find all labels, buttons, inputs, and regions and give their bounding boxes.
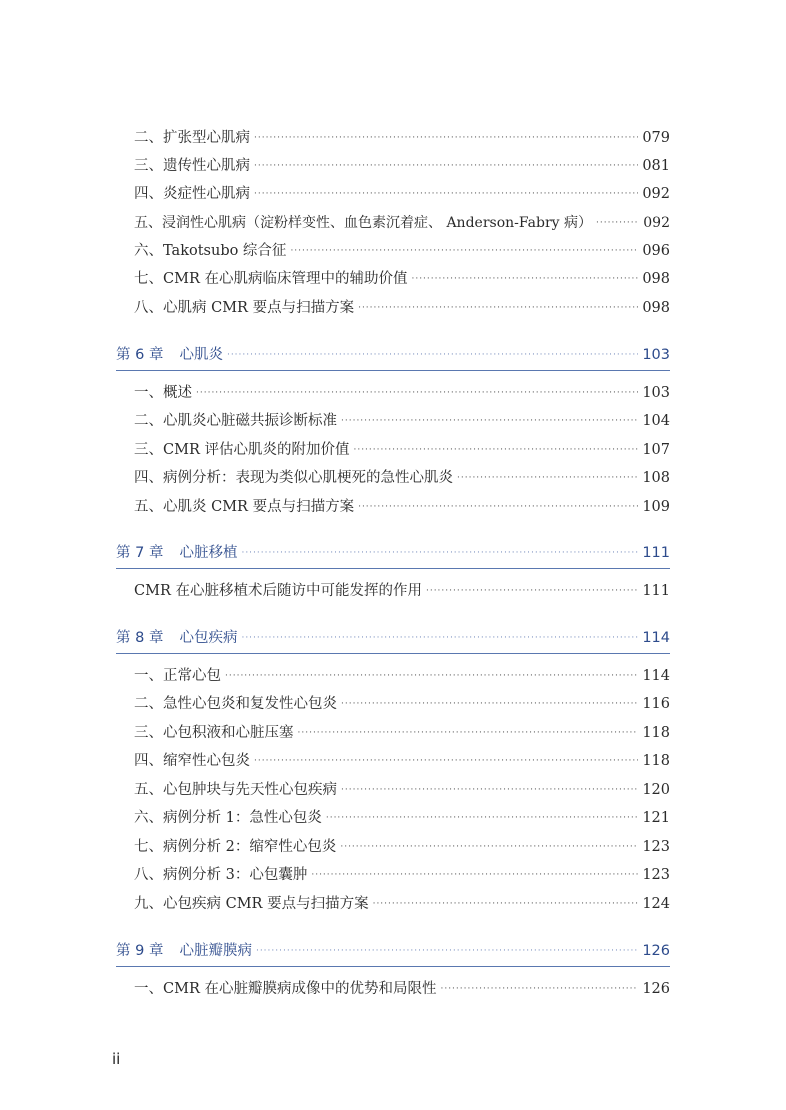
toc-entry[interactable] [134,409,670,433]
toc-entry[interactable] [134,495,670,519]
page-folio: ii [112,1050,121,1068]
toc-entry[interactable] [134,267,670,291]
toc-entry-title: 二、扩张型心肌病 [134,130,250,146]
chapter-page: 126 [642,943,670,959]
leader-dots [341,785,638,795]
toc-entry-page: 123 [642,839,670,855]
leader-dots [457,473,638,483]
toc-entry[interactable] [134,438,670,462]
leader-dots [254,756,638,766]
toc-entry[interactable] [134,892,670,916]
leader-dots [373,899,639,909]
leader-dots [241,633,638,643]
leader-dots [227,350,638,360]
toc-entry[interactable] [134,664,670,688]
toc-entry-page: 109 [642,499,670,515]
toc-entry-title: 七、CMR 在心肌病临床管理中的辅助价值 [134,271,408,287]
toc-entry[interactable] [134,579,670,603]
toc-entry-page: 114 [642,668,670,684]
toc-entry-page: 126 [642,981,670,997]
toc-entry-page: 118 [642,753,670,769]
leader-dots [256,946,638,956]
toc-entry-title: 三、心包积液和心脏压塞 [134,725,294,741]
toc-entry-page: 096 [642,243,670,259]
toc-entry-page: 123 [642,867,670,883]
toc-chapter[interactable] [116,626,670,650]
leader-dots [298,728,639,738]
chapter-page: 111 [642,545,670,561]
leader-dots [596,218,639,228]
toc-entry[interactable] [134,778,670,802]
toc-chapter[interactable] [116,343,670,367]
toc-entry[interactable] [134,835,670,859]
toc-entry-page: 107 [642,442,670,458]
toc-entry-title: 九、心包疾病 CMR 要点与扫描方案 [134,896,369,912]
chapter-page: 114 [642,630,670,646]
toc-entry[interactable] [134,692,670,716]
toc-entry-page: 104 [642,413,670,429]
toc-entry-page: 098 [642,300,670,316]
leader-dots [358,502,638,512]
toc-entry-title: 七、病例分析 2：缩窄性心包炎 [134,839,337,855]
chapter-title: 心脏瓣膜病 [179,943,252,959]
toc-entry-page: 081 [642,158,670,174]
toc-entry-title: 三、CMR 评估心肌炎的附加价值 [134,442,350,458]
chapter-title: 心肌炎 [179,347,223,363]
toc-entry-title: CMR 在心脏移植术后随访中可能发挥的作用 [134,583,422,599]
toc-entry-title: 二、急性心包炎和复发性心包炎 [134,696,337,712]
chapter-divider [116,568,670,569]
toc-entry-page: 108 [642,470,670,486]
leader-dots [311,870,638,880]
toc-entry-page: 079 [642,130,670,146]
toc-entry-title: 三、遗传性心肌病 [134,158,250,174]
toc-entry[interactable] [134,239,670,263]
toc-entry[interactable] [134,182,670,206]
toc-entry[interactable] [134,466,670,490]
leader-dots [341,699,638,709]
toc-entry-title: 一、概述 [134,385,192,401]
toc-entry[interactable] [134,721,670,745]
toc-entry-title: 六、病例分析 1：急性心包炎 [134,810,322,826]
toc-entry-title: 二、心肌炎心脏磁共振诊断标准 [134,413,337,429]
toc-entry[interactable] [134,381,670,405]
toc-entry-title: 一、CMR 在心脏瓣膜病成像中的优势和局限性 [134,981,437,997]
toc-entry-page: 092 [643,215,670,231]
leader-dots [254,133,638,143]
chapter-number: 第 8 章 [116,630,164,646]
leader-dots [353,445,638,455]
chapter-title: 心包疾病 [179,630,238,646]
leader-dots [290,246,638,256]
toc-entry-page: 120 [642,782,670,798]
toc-entry[interactable] [134,296,670,320]
toc-entry[interactable] [134,211,670,235]
leader-dots [254,189,638,199]
toc-entry-page: 116 [642,696,670,712]
toc-entry-title: 一、正常心包 [134,668,221,684]
toc-entry-title: 四、缩窄性心包炎 [134,753,250,769]
toc-entry-title: 五、心肌炎 CMR 要点与扫描方案 [134,499,355,515]
toc-entry-page: 098 [642,271,670,287]
toc-entry[interactable] [134,126,670,150]
chapter-number: 第 7 章 [116,545,164,561]
toc-entry-page: 103 [642,385,670,401]
leader-dots [341,416,638,426]
chapter-divider [116,966,670,967]
chapter-number: 第 6 章 [116,347,164,363]
chapter-title: 心脏移植 [179,545,238,561]
toc-entry[interactable] [134,806,670,830]
toc-entry[interactable] [134,749,670,773]
toc-chapter[interactable] [116,541,670,565]
toc-entry-page: 092 [642,186,670,202]
leader-dots [426,586,638,596]
toc-entry-page: 121 [642,810,670,826]
toc-entry-title: 八、心肌病 CMR 要点与扫描方案 [134,300,355,316]
leader-dots [225,671,638,681]
chapter-number: 第 9 章 [116,943,164,959]
toc-entry[interactable] [134,863,670,887]
toc-chapter[interactable] [116,939,670,963]
toc-entry[interactable] [134,154,670,178]
leader-dots [254,161,638,171]
toc-entry-title: 五、浸润性心肌病（淀粉样变性、血色素沉着症、 Anderson-Fabry 病） [134,215,592,231]
leader-dots [411,274,638,284]
chapter-divider [116,653,670,654]
toc-entry-title: 四、炎症性心肌病 [134,186,250,202]
leader-dots [358,303,638,313]
toc-entry-page: 118 [642,725,670,741]
toc-entry[interactable] [134,977,670,1001]
toc-entry-title: 四、病例分析：表现为类似心肌梗死的急性心肌炎 [134,470,453,486]
toc-entry-title: 八、病例分析 3：心包囊肿 [134,867,308,883]
toc-entry-page: 111 [642,583,670,599]
toc-entry-page: 124 [642,896,670,912]
toc-entry-title: 六、Takotsubo 综合征 [134,243,287,259]
leader-dots [340,842,638,852]
toc-entry-title: 五、心包肿块与先天性心包疾病 [134,782,337,798]
chapter-page: 103 [642,347,670,363]
leader-dots [241,548,638,558]
chapter-divider [116,370,670,371]
leader-dots [196,388,638,398]
leader-dots [326,813,638,823]
leader-dots [440,984,638,994]
